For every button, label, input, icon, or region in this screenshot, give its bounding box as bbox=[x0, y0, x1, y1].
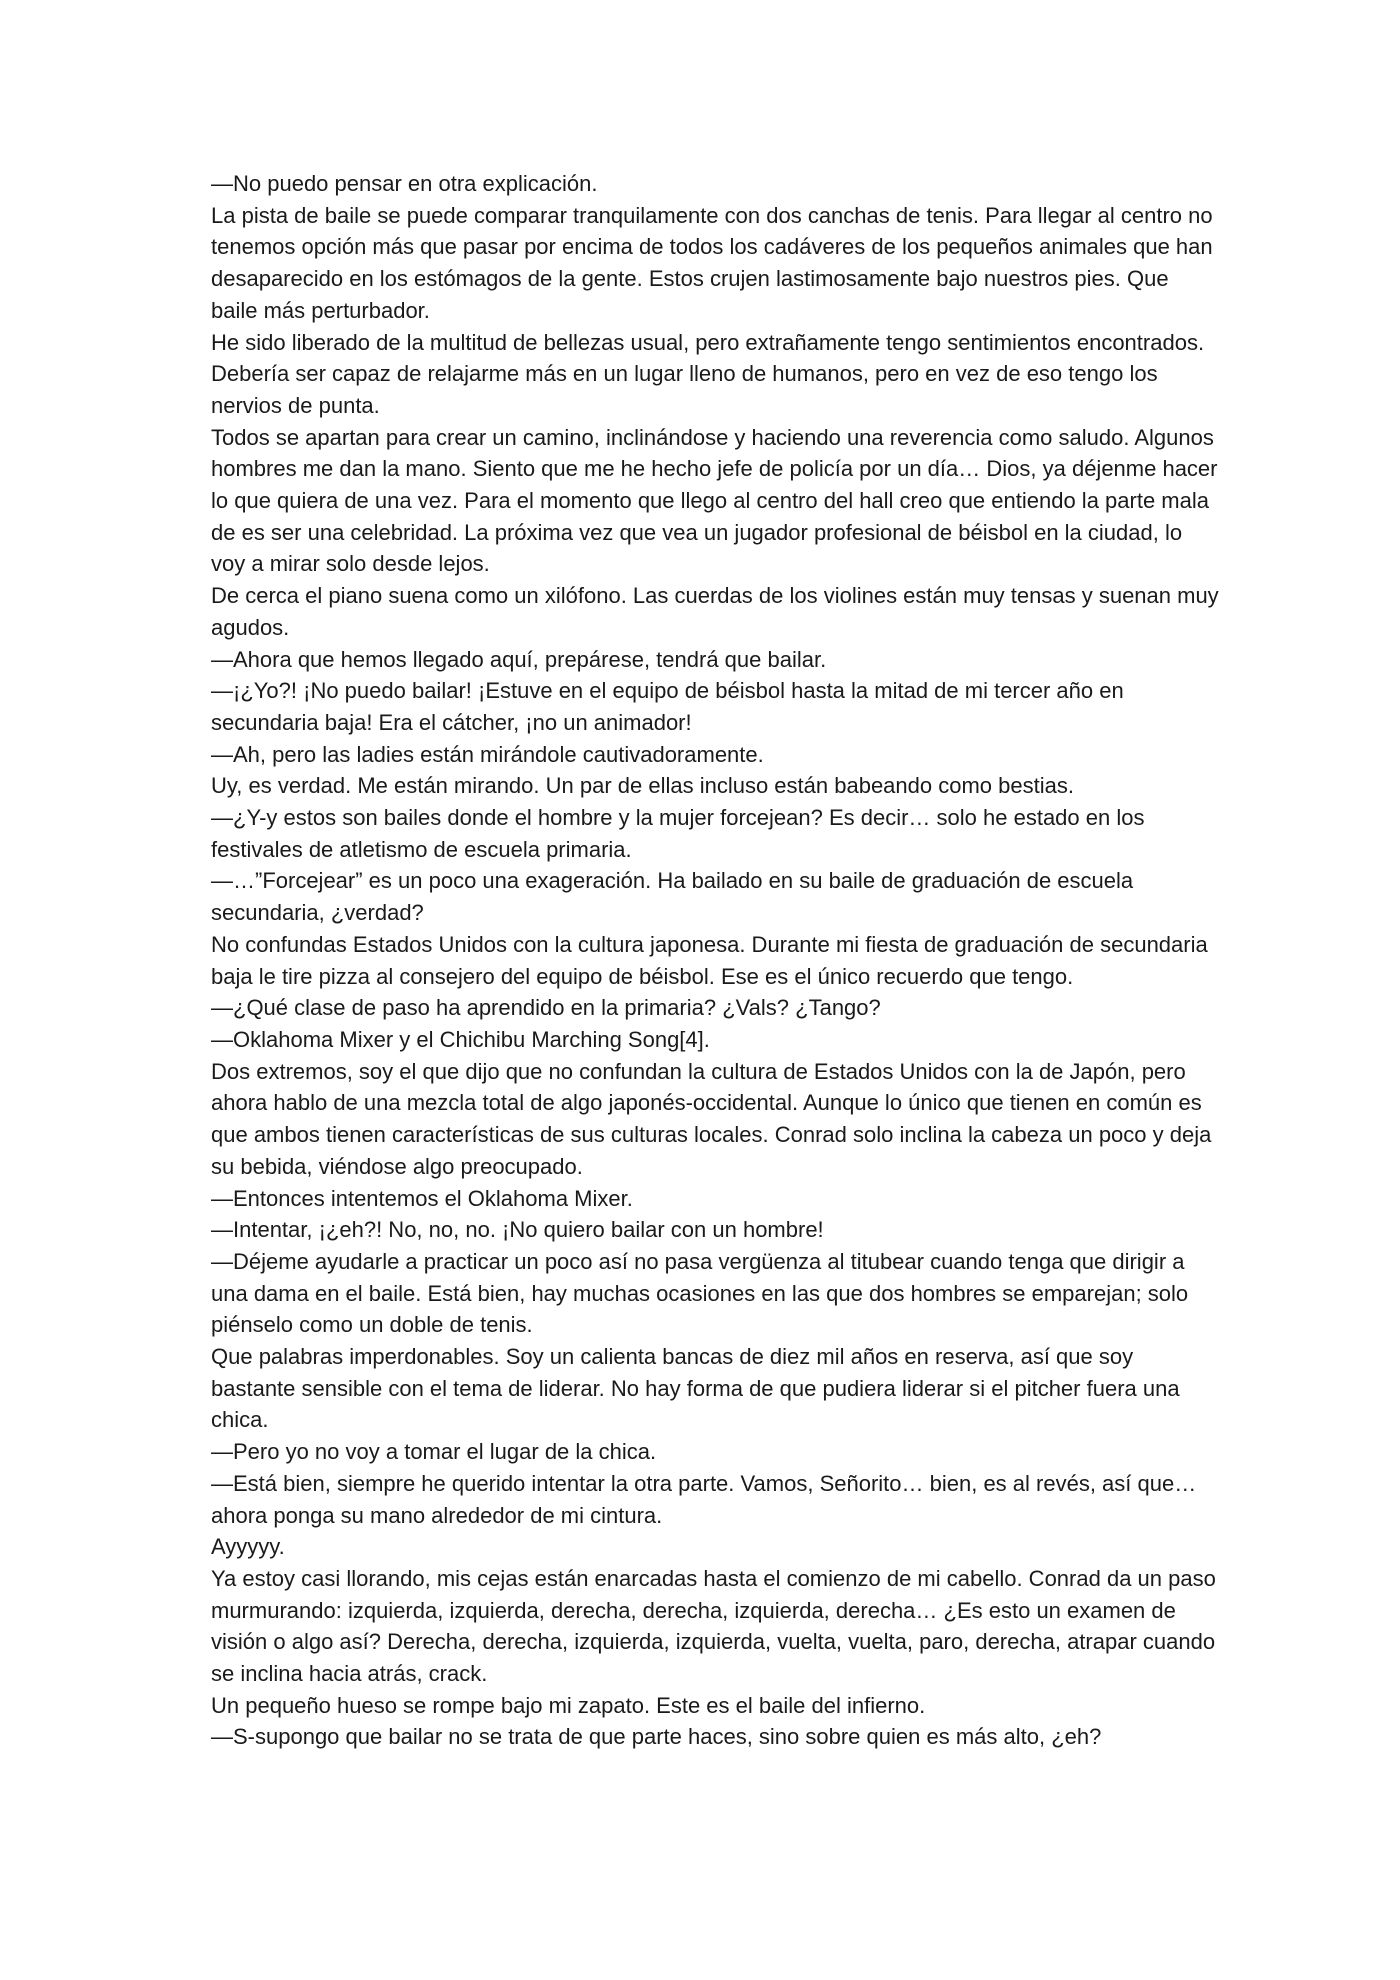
paragraph: —¿Qué clase de paso ha aprendido en la primaria? ¿Vals? ¿Tango? bbox=[211, 995, 881, 1021]
paragraph: —Déjeme ayudarle a practicar un poco así no pasa vergüenza al titubear cuando tenga que dirigir a una dama en el baile. Está bien, hay muchas ocasiones en las que dos hombres se emparejan; solo piénselo como un doble de tenis. bbox=[211, 1248, 1189, 1338]
paragraph: —Oklahoma Mixer y el Chichibu Marching Song[4]. bbox=[211, 1026, 710, 1052]
paragraph: —Entonces intentemos el Oklahoma Mixer. bbox=[211, 1185, 633, 1211]
paragraph: —Ah, pero las ladies están mirándole cautivadoramente. bbox=[211, 741, 764, 767]
paragraph: Uy, es verdad. Me están mirando. Un par de ellas incluso están babeando como bestias. bbox=[211, 773, 1074, 799]
paragraph: Todos se apartan para crear un camino, inclinándose y haciendo una reverencia como saludo. Algunos hombres me dan la mano. Siento que me he hecho jefe de policía por un día… Dios, ya déjenme hacer lo que quiera de una vez. Para el momento que llego al centro del hall creo que entiendo la parte mala de es ser una celebridad. La próxima vez que vea un jugador profesional de béisbol en la ciudad, lo voy a mirar solo desde lejos. bbox=[211, 424, 1218, 577]
paragraph: —Pero yo no voy a tomar el lugar de la chica. bbox=[211, 1439, 657, 1465]
paragraph: Dos extremos, soy el que dijo que no confundan la cultura de Estados Unidos con la de Japón, pero ahora hablo de una mezcla total de algo japonés-occidental. Aunque lo único que tienen en común es que ambos tienen características de sus culturas locales. Conrad solo inclina la cabeza un poco y deja su bebida, viéndose algo preocupado. bbox=[211, 1058, 1212, 1179]
paragraph: —…”Forcejear” es un poco una exageración. Ha bailado en su baile de graduación de escuela secundaria, ¿verdad? bbox=[211, 868, 1134, 926]
paragraph: —No puedo pensar en otra explicación. bbox=[211, 171, 598, 196]
paragraph: Un pequeño hueso se rompe bajo mi zapato. Este es el baile del infierno. bbox=[211, 1692, 926, 1718]
paragraph: De cerca el piano suena como un xilófono. Las cuerdas de los violines están muy tensas y suenan muy agudos. bbox=[211, 583, 1219, 640]
paragraph: La pista de baile se puede comparar tranquilamente con dos canchas de tenis. Para llegar al centro no tenemos opción más que pasar por encima de todos los cadáveres de los pequeños animales que han desaparecido en los estómagos de la gente. Estos crujen lastimosamente bajo nuestros pies. Que baile más perturbador. bbox=[211, 202, 1213, 323]
document-page bbox=[211, 168, 1221, 1753]
paragraph: —Intentar, ¡¿eh?! No, no, no. ¡No quiero bailar con un hombre! bbox=[211, 1217, 824, 1243]
paragraph: —Está bien, siempre he querido intentar la otra parte. Vamos, Señorito… bien, es al revés, así que… ahora ponga su mano alrededor de mi cintura. bbox=[211, 1470, 1197, 1528]
paragraph: Ayyyyy. bbox=[211, 1534, 285, 1560]
paragraph: —¡¿Yo?! ¡No puedo bailar! ¡Estuve en el equipo de béisbol hasta la mitad de mi tercer año en secundaria baja! Era el cátcher, ¡no un animador! bbox=[211, 678, 1124, 735]
paragraph: No confundas Estados Unidos con la cultura japonesa. Durante mi fiesta de graduación de secundaria baja le tire pizza al consejero del equipo de béisbol. Ese es el único recuerdo que tengo. bbox=[211, 931, 1208, 989]
paragraph: He sido liberado de la multitud de bellezas usual, pero extrañamente tengo sentimientos encontrados. Debería ser capaz de relajarme más en un lugar lleno de humanos, pero en vez de eso tengo los nervios de punta. bbox=[211, 329, 1205, 418]
paragraph: Que palabras imperdonables. Soy un calienta bancas de diez mil años en reserva, así que soy bastante sensible con el tema de liderar. No hay forma de que pudiera liderar si el pitcher fuera una chica. bbox=[211, 1344, 1180, 1433]
paragraph: —Ahora que hemos llegado aquí, prepárese, tendrá que bailar. bbox=[211, 646, 827, 672]
paragraph: —S-supongo que bailar no se trata de que parte haces, sino sobre quien es más alto, ¿eh? bbox=[211, 1724, 1102, 1750]
paragraph: —¿Y-y estos son bailes donde el hombre y la mujer forcejean? Es decir… solo he estado en los festivales de atletismo de escuela primaria. bbox=[211, 805, 1145, 862]
paragraph: Ya estoy casi llorando, mis cejas están enarcadas hasta el comienzo de mi cabello. Conrad da un paso murmurando: izquierda, izquierda, derecha, derecha, izquierda, derecha… ¿Es esto un examen de visión o algo así? Derecha, derecha, izquierda, izquierda, vuelta, vuelta, paro, derecha, atrapar cuando se inclina hacia atrás, crack. bbox=[211, 1565, 1216, 1687]
